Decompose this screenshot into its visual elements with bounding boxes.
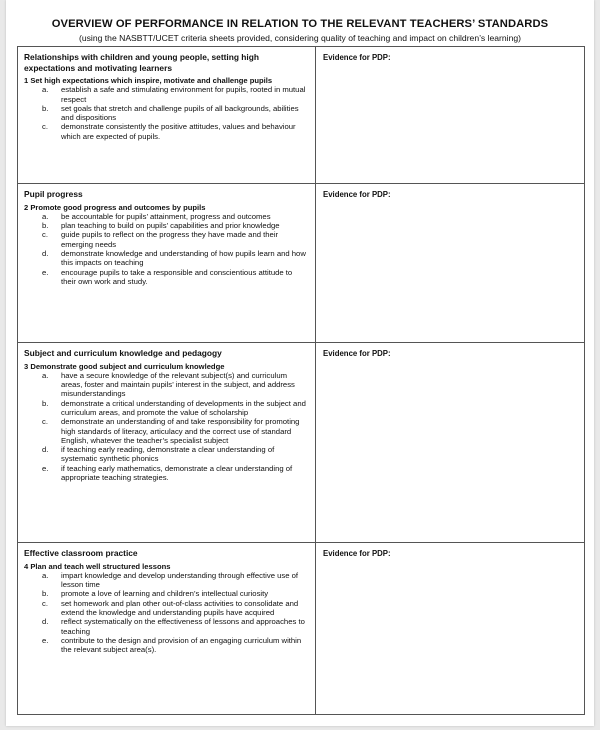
item-letter: a. [42, 570, 49, 580]
item-letter: e. [42, 635, 49, 645]
list-item [24, 636, 309, 655]
list-item [24, 617, 309, 636]
item-letter: a. [42, 370, 49, 380]
standard-title: 4 Plan and teach well structured lessons [24, 561, 171, 571]
item-letter: d. [42, 248, 49, 258]
evidence-label: Evidence for PDP: [323, 549, 391, 558]
standard-cell [18, 47, 316, 184]
list-item [24, 85, 309, 104]
evidence-label: Evidence for PDP: [323, 349, 391, 358]
item-letter: b. [42, 398, 49, 408]
evidence-cell[interactable] [316, 47, 585, 184]
item-text: encourage pupils to take a responsible and conscientious attitude to their own work and study. [61, 267, 293, 286]
item-letter: e. [42, 267, 49, 277]
item-letter: a. [42, 85, 49, 95]
table-row [18, 343, 585, 543]
evidence-cell[interactable] [316, 543, 585, 715]
evidence-label: Evidence for PDP: [323, 53, 391, 62]
item-text: if teaching early mathematics, demonstrate a clear understanding of appropriate teaching strategies. [61, 463, 293, 483]
item-letter: c. [42, 417, 48, 427]
list-item [24, 122, 309, 141]
item-text: set homework and plan other out-of-class activities to consolidate and extend the knowledge and understanding pupils have acquired [61, 598, 299, 617]
list-item [24, 230, 309, 249]
standard-cell [18, 184, 316, 343]
item-text: impart knowledge and develop understanding through effective use of lesson time [61, 570, 299, 590]
item-text: plan teaching to build on pupils’ capabilities and prior knowledge [61, 221, 280, 231]
standard-title: 2 Promote good progress and outcomes by pupils [24, 202, 206, 212]
standards-table [17, 46, 585, 715]
evidence-label: Evidence for PDP: [323, 190, 391, 199]
table-row [18, 47, 585, 184]
document-title: OVERVIEW OF PERFORMANCE IN RELATION TO THE RELEVANT TEACHERS’ STANDARDS [51, 18, 549, 30]
item-text: have a secure knowledge of the relevant subject(s) and curriculum areas, foster and maintain pupils’ interest in the subject, and address misunderstandings [61, 370, 295, 399]
item-text: set goals that stretch and challenge pupils of all backgrounds, abilities and dispositions [61, 103, 299, 123]
list-item [24, 417, 309, 445]
section-heading: Subject and curriculum knowledge and pedagogy [24, 348, 222, 358]
document-page [6, 0, 594, 726]
section-heading: Relationships with children and young people, setting high expectations and motivating learners [24, 52, 259, 73]
list-item [24, 221, 309, 230]
item-text: establish a safe and stimulating environment for pupils, rooted in mutual respect [61, 85, 306, 104]
standard-cell [18, 343, 316, 543]
item-letter: d. [42, 445, 49, 455]
item-text: demonstrate consistently the positive attitudes, values and behaviour which are expected of pupils. [61, 122, 296, 141]
item-letter: d. [42, 617, 49, 627]
section-heading: Effective classroom practice [24, 548, 138, 558]
list-item [24, 104, 309, 123]
list-item [24, 371, 309, 399]
criteria-list [24, 212, 309, 286]
evidence-cell[interactable] [316, 184, 585, 343]
criteria-list [24, 571, 309, 655]
item-letter: b. [42, 589, 49, 599]
list-item [24, 445, 309, 464]
list-item [24, 399, 309, 418]
list-item [24, 212, 309, 221]
list-item [24, 249, 309, 268]
item-text: reflect systematically on the effectiveness of lessons and approaches to teaching [61, 617, 305, 636]
item-letter: c. [42, 230, 48, 240]
list-item [24, 571, 309, 590]
item-letter: c. [42, 122, 48, 132]
item-text: contribute to the design and provision of an engaging curriculum within the relevant subject area(s). [61, 635, 302, 655]
list-item [24, 589, 309, 598]
standard-title: 1 Set high expectations which inspire, motivate and challenge pupils [24, 76, 273, 85]
item-text: demonstrate knowledge and understanding of how pupils learn and how this impacts on teaching [61, 248, 306, 268]
item-text: promote a love of learning and children’s intellectual curiosity [61, 589, 269, 599]
criteria-list [24, 85, 309, 141]
item-letter: b. [42, 221, 49, 231]
standard-title: 3 Demonstrate good subject and curriculum knowledge [24, 361, 225, 371]
item-letter: e. [42, 463, 49, 473]
table-row [18, 184, 585, 343]
criteria-list [24, 371, 309, 483]
document-subtitle: (using the NASBTT/UCET criteria sheets provided, considering quality of teaching and impact on children’s learning) [78, 33, 521, 43]
item-letter: b. [42, 103, 49, 113]
item-text: demonstrate a critical understanding of developments in the subject and curriculum areas, and promote the value of scholarship [61, 398, 306, 417]
item-text: guide pupils to reflect on the progress they have made and their emerging needs [61, 230, 279, 249]
item-letter: c. [42, 598, 48, 608]
item-text: be accountable for pupils’ attainment, progress and outcomes [61, 211, 271, 221]
item-text: demonstrate an understanding of and take responsibility for promoting high standards of literacy, articulacy and the correct use of standard English, whatever the teacher’s specialist subject [61, 417, 300, 445]
list-item [24, 268, 309, 287]
list-item [24, 599, 309, 618]
section-heading: Pupil progress [24, 189, 83, 199]
table-row [18, 543, 585, 715]
evidence-cell[interactable] [316, 343, 585, 543]
list-item [24, 464, 309, 483]
standard-cell [18, 543, 316, 715]
item-text: if teaching early reading, demonstrate a clear understanding of systematic synthetic phonics [61, 445, 275, 464]
item-letter: a. [42, 211, 49, 221]
